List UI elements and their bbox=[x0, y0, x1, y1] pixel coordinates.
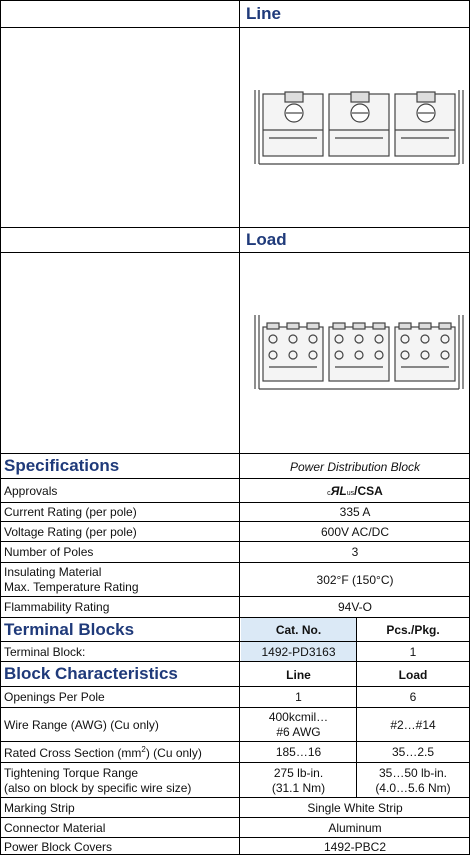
insulating-material-label: Insulating Material bbox=[4, 565, 102, 579]
number-of-poles-label: Number of Poles bbox=[4, 545, 94, 559]
torque-row bbox=[0, 762, 470, 797]
terminal-block-row bbox=[0, 641, 470, 661]
line-header-left bbox=[1, 1, 240, 27]
block-characteristics-title: Block Characteristics bbox=[4, 664, 178, 683]
specifications-header-left bbox=[1, 454, 240, 478]
spec-row-voltage bbox=[0, 521, 470, 541]
load-header-row bbox=[0, 227, 470, 252]
openings-load-value: 6 bbox=[409, 690, 417, 704]
spec-row-approvals bbox=[0, 478, 470, 502]
cross-section-label: Rated Cross Section $(mm^2)$ (Cu only) bbox=[4, 745, 202, 760]
marking-strip-label: Marking Strip bbox=[4, 801, 75, 815]
line-column-header: Line bbox=[286, 668, 311, 682]
line-image-cell bbox=[241, 28, 469, 227]
voltage-rating-value: 600V AC/DC bbox=[320, 525, 390, 539]
load-image-cell bbox=[241, 253, 469, 453]
line-image-left bbox=[1, 28, 240, 227]
number-of-poles-value: 3 bbox=[351, 545, 359, 559]
torque-line-2: (31.1 Nm) bbox=[271, 781, 326, 795]
load-column-header: Load bbox=[398, 668, 428, 682]
torque-label-note: (also on block by specific wire size) bbox=[4, 781, 192, 795]
flammability-label: Flammability Rating bbox=[4, 600, 110, 614]
current-rating-value: 335 A bbox=[339, 505, 371, 519]
load-image-row bbox=[0, 252, 470, 453]
cross-section-line-value: 185…16 bbox=[275, 745, 322, 759]
product-type: Power Distribution Block bbox=[289, 460, 421, 474]
spec-row-insulating bbox=[0, 562, 470, 596]
flammability-value: 94V-O bbox=[337, 600, 373, 614]
spec-row-current bbox=[0, 502, 470, 521]
line-header-row bbox=[0, 0, 470, 27]
torque-load-2: (4.0…5.6 Nm) bbox=[375, 781, 451, 795]
cross-section-load-value: 35…2.5 bbox=[391, 745, 435, 759]
connector-material-row bbox=[0, 817, 470, 837]
power-block-covers-value: 1492-PBC2 bbox=[323, 840, 387, 854]
cat-no-value: 1492-PD3163 bbox=[261, 645, 336, 659]
cat-no-header: Cat. No. bbox=[275, 623, 322, 637]
load-header-right bbox=[241, 228, 469, 252]
connector-material-value: Aluminum bbox=[328, 821, 382, 835]
torque-label: Tightening Torque Range bbox=[4, 766, 139, 780]
csa-text: /CSA bbox=[354, 484, 383, 498]
openings-line-value: 1 bbox=[295, 690, 302, 704]
ul-logo-icon: ЯL bbox=[330, 484, 347, 498]
openings-row bbox=[0, 686, 470, 707]
us-mark: us bbox=[346, 490, 355, 497]
load-image-left bbox=[1, 253, 240, 453]
marking-strip-row bbox=[0, 797, 470, 817]
max-temperature-label: Max. Temperature Rating bbox=[4, 580, 139, 594]
line-header-right bbox=[241, 1, 469, 27]
load-header-left bbox=[1, 228, 240, 252]
torque-load-1: 35…50 lb-in. bbox=[378, 766, 448, 780]
line-title: Line bbox=[246, 4, 281, 23]
spec-row-flammability bbox=[0, 596, 470, 617]
openings-label: Openings Per Pole bbox=[4, 690, 105, 704]
pcs-pkg-header: Pcs./Pkg. bbox=[386, 623, 440, 637]
specifications-title: Specifications bbox=[4, 456, 120, 475]
pcs-pkg-value: 1 bbox=[409, 645, 417, 659]
load-title: Load bbox=[246, 230, 287, 249]
wire-range-line-2: #6 AWG bbox=[276, 725, 321, 739]
connector-material-label: Connector Material bbox=[4, 821, 106, 835]
block-characteristics-header-row bbox=[0, 661, 470, 686]
spec-row-poles bbox=[0, 541, 470, 562]
cross-section-row bbox=[0, 741, 470, 762]
terminal-blocks-header-row bbox=[0, 617, 470, 641]
approvals-label: Approvals bbox=[4, 484, 58, 498]
specifications-header-row bbox=[0, 453, 470, 478]
power-block-covers-row bbox=[0, 837, 470, 855]
terminal-block-label: Terminal Block: bbox=[4, 645, 86, 659]
wire-range-line-1: 400kcmil… bbox=[268, 710, 329, 724]
terminal-blocks-title: Terminal Blocks bbox=[4, 620, 135, 639]
c-mark: c bbox=[327, 490, 331, 497]
marking-strip-value: Single White Strip bbox=[307, 801, 403, 815]
wire-range-label: Wire Range (AWG) (Cu only) bbox=[4, 718, 159, 732]
wire-range-row bbox=[0, 707, 470, 741]
temperature-rating-value: 302°F (150°C) bbox=[316, 573, 394, 587]
current-rating-label: Current Rating (per pole) bbox=[4, 505, 137, 519]
torque-line-1: 275 lb-in. bbox=[273, 766, 324, 780]
line-terminal-block-drawing bbox=[241, 28, 471, 228]
voltage-rating-label: Voltage Rating (per pole) bbox=[4, 525, 137, 539]
approvals-value bbox=[241, 484, 469, 498]
wire-range-load-value: #2…#14 bbox=[390, 718, 436, 732]
line-image-row bbox=[0, 27, 470, 227]
load-terminal-block-drawing bbox=[241, 253, 471, 453]
specifications-header-right bbox=[241, 454, 469, 478]
power-block-covers-label: Power Block Covers bbox=[4, 840, 113, 854]
